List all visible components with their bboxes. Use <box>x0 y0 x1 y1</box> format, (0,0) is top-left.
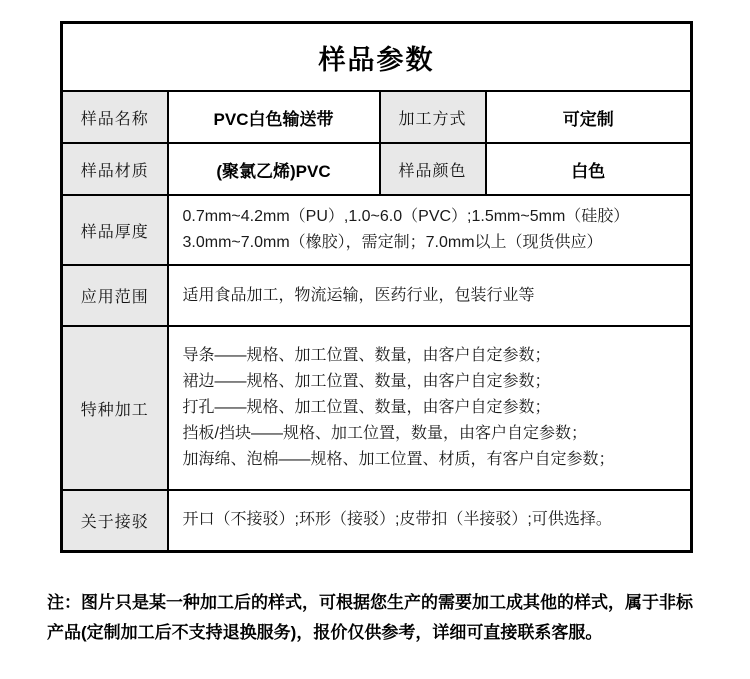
value-about-joint: 开口（不接驳）;环形（接驳）;皮带扣（半接驳）;可供选择。 <box>168 490 692 551</box>
special-line-punching: 打孔——规格、加工位置、数量，由客户自定参数； <box>182 399 551 416</box>
title-row <box>62 23 692 92</box>
sample-parameters-table <box>60 21 693 553</box>
label-processing-method: 加工方式 <box>380 91 486 143</box>
value-processing-method: 可定制 <box>486 91 692 143</box>
value-application-scope: 适用食品加工，物流运输，医药行业，包装行业等 <box>168 265 692 326</box>
value-sample-name: PVC白色输送带 <box>168 91 380 143</box>
special-line-baffle: 挡板/挡块——规格、加工位置，数量，由客户自定参数； <box>182 425 587 442</box>
footnote-line-2: 产品(定制加工后不支持退换服务)，报价仅供参考，详细可直接联系客服。 <box>47 623 603 642</box>
value-special-processing <box>168 326 692 490</box>
row-sample-thickness <box>62 195 692 265</box>
footnote <box>47 588 727 648</box>
table-title: 样品参数 <box>62 23 692 92</box>
label-about-joint: 关于接驳 <box>62 490 168 551</box>
label-sample-material: 样品材质 <box>62 143 168 195</box>
footnote-line-1: 注：图片只是某一种加工后的样式，可根据您生产的需要加工成其他的样式，属于非标 <box>47 593 693 612</box>
row-application-scope <box>62 265 692 326</box>
thickness-line-1: 0.7mm~4.2mm（PU）,1.0~6.0（PVC）;1.5mm~5mm（硅胶） <box>182 208 630 225</box>
value-sample-material: (聚氯乙烯)PVC <box>168 143 380 195</box>
row-special-processing <box>62 326 692 490</box>
row-about-joint <box>62 490 692 551</box>
row-sample-name <box>62 91 692 143</box>
value-sample-thickness <box>168 195 692 265</box>
value-sample-color: 白色 <box>486 143 692 195</box>
thickness-line-2: 3.0mm~7.0mm（橡胶），需定制；7.0mm以上（现货供应） <box>182 234 603 251</box>
label-special-processing: 特种加工 <box>62 326 168 490</box>
special-line-sponge: 加海绵、泡棉——规格、加工位置、材质，有客户自定参数； <box>182 451 615 468</box>
row-sample-material <box>62 143 692 195</box>
label-sample-name: 样品名称 <box>62 91 168 143</box>
label-sample-color: 样品颜色 <box>380 143 486 195</box>
label-application-scope: 应用范围 <box>62 265 168 326</box>
special-line-guide-strip: 导条——规格、加工位置、数量，由客户自定参数； <box>182 347 551 364</box>
special-line-skirt: 裙边——规格、加工位置、数量，由客户自定参数； <box>182 373 551 390</box>
label-sample-thickness: 样品厚度 <box>62 195 168 265</box>
